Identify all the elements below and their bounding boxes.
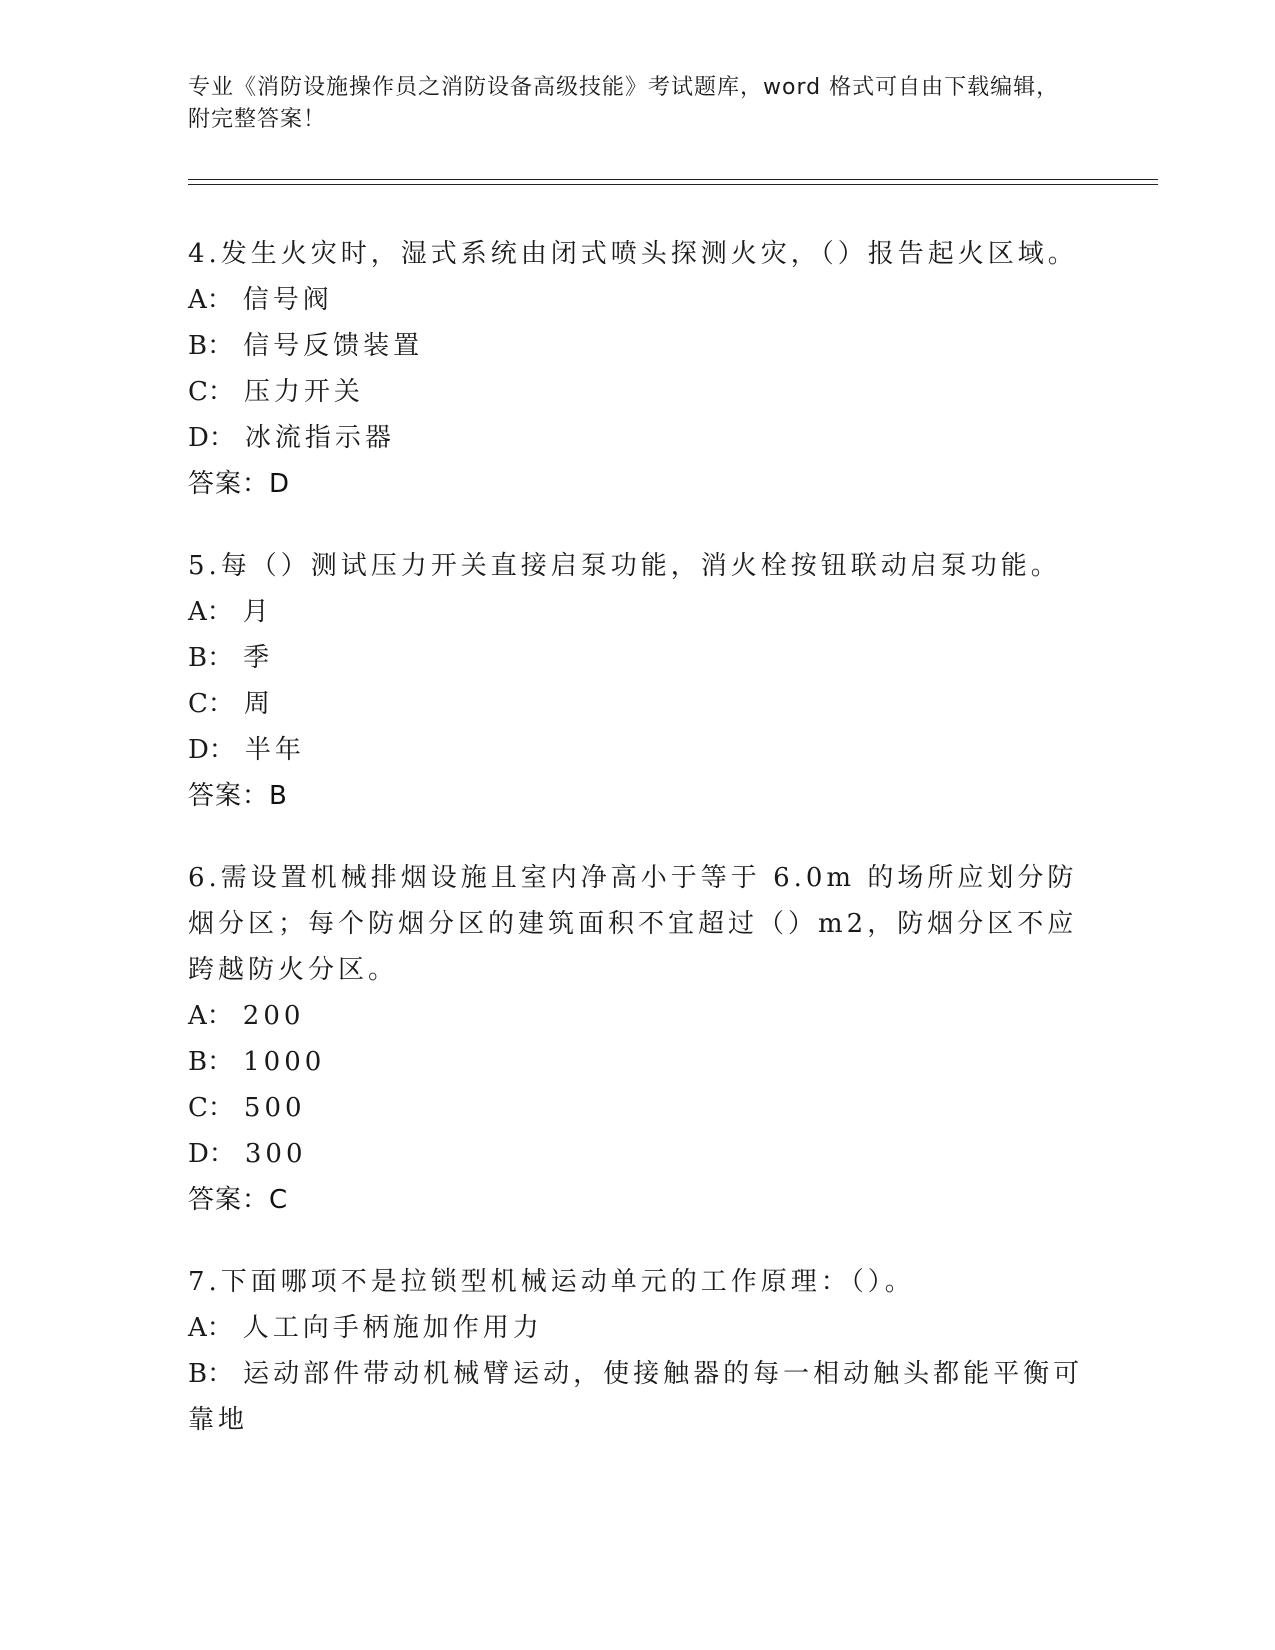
option-text: 月: [242, 597, 273, 627]
answer-label: 答案：C: [188, 1185, 289, 1215]
option-letter: A：: [188, 1001, 233, 1031]
option-letter: A：: [188, 1313, 233, 1343]
option-letter: B：: [188, 1359, 234, 1389]
option-text: 信号反馈装置: [243, 331, 424, 361]
option-text: 冰流指示器: [244, 423, 395, 453]
option-text: 季: [243, 643, 274, 673]
header-divider-top: [188, 179, 1158, 180]
option-letter: C：: [188, 1093, 234, 1123]
option-c: [188, 369, 1088, 415]
option-b: [188, 1039, 1088, 1085]
option-a: [188, 1305, 1088, 1351]
option-text: 人工向手柄施加作用力: [242, 1313, 543, 1343]
option-c: [188, 681, 1088, 727]
option-letter: A：: [188, 285, 233, 315]
option-b: [188, 635, 1088, 681]
option-letter: D：: [188, 1139, 235, 1169]
option-d: [188, 1131, 1088, 1177]
option-letter: D：: [188, 735, 235, 765]
header-divider-bottom: [188, 184, 1158, 185]
question-text: 6.需设置机械排烟设施且室内净高小于等于 6.0m 的场所应划分防烟分区；每个防烟分区的建筑面积不宜超过（）m2，防烟分区不应跨越防火分区。: [188, 863, 1078, 985]
option-text: 500: [243, 1093, 306, 1123]
option-b: [188, 1351, 1088, 1443]
question-6: [188, 855, 1088, 1223]
answer-label: 答案：B: [188, 781, 288, 811]
option-letter: B：: [188, 331, 234, 361]
option-a: [188, 993, 1088, 1039]
option-letter: B：: [188, 643, 234, 673]
page-header: [188, 72, 1068, 136]
question-5: [188, 543, 1088, 819]
question-list: [188, 231, 1088, 1479]
option-text: 1000: [243, 1047, 326, 1077]
answer-label: 答案：D: [188, 469, 291, 499]
question-text: 4.发生火灾时，湿式系统由闭式喷头探测火灾，（）报告起火区域。: [188, 239, 1078, 269]
option-text: 半年: [244, 735, 305, 765]
option-text: 信号阀: [242, 285, 333, 315]
question-7: [188, 1259, 1088, 1443]
option-text: 运动部件带动机械臂运动，使接触器的每一相动触头都能平衡可靠地: [188, 1359, 1084, 1435]
option-c: [188, 1085, 1088, 1131]
option-b: [188, 323, 1088, 369]
option-text: 300: [244, 1139, 307, 1169]
option-text: 200: [242, 1001, 305, 1031]
header-text: 专业《消防设施操作员之消防设备高级技能》考试题库，word 格式可自由下载编辑，附完整答案！: [188, 75, 1060, 132]
option-text: 压力开关: [243, 377, 364, 407]
question-text: 5.每（）测试压力开关直接启泵功能，消火栓按钮联动启泵功能。: [188, 551, 1061, 581]
option-letter: A：: [188, 597, 233, 627]
option-a: [188, 277, 1088, 323]
option-letter: B：: [188, 1047, 234, 1077]
option-d: [188, 727, 1088, 773]
option-d: [188, 415, 1088, 461]
question-text: 7.下面哪项不是拉锁型机械运动单元的工作原理：（）。: [188, 1267, 915, 1297]
option-text: 周: [243, 689, 274, 719]
option-a: [188, 589, 1088, 635]
option-letter: D：: [188, 423, 235, 453]
option-letter: C：: [188, 689, 234, 719]
question-4: [188, 231, 1088, 507]
option-letter: C：: [188, 377, 234, 407]
